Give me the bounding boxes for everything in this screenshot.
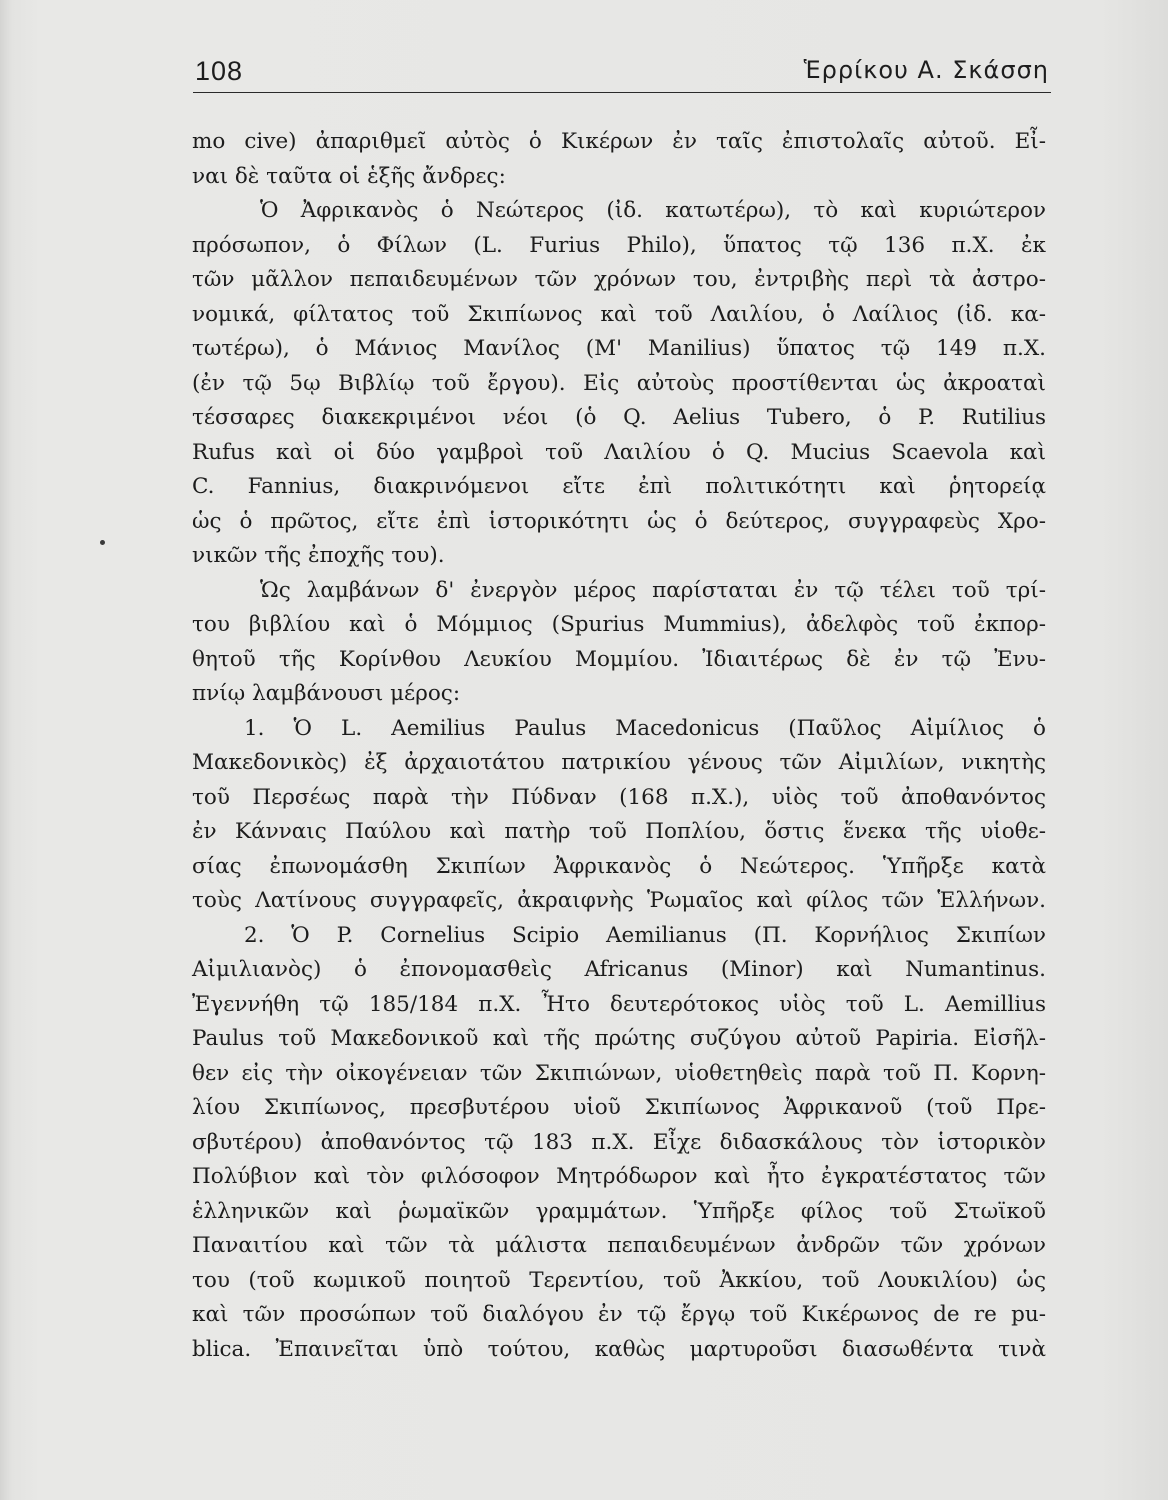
text-line: mo cive) ἀπαριθμεῖ αὐτὸς ὁ Κικέρων ἐν ταῖς ἐπιστολαῖς αὐτοῦ. Εἶ- <box>192 129 1046 154</box>
text-line: ναι δὲ ταῦτα οἱ ἑξῆς ἄνδρες: <box>192 163 506 189</box>
text-line: 1. Ὁ L. Aemilius Paulus Macedonicus (Παῦλος Αἰμίλιος ὁ <box>244 715 1046 741</box>
text-line: Παναιτίου καὶ τῶν τὰ μάλιστα πεπαιδευμένων ἀνδρῶν τῶν χρόνων <box>192 1233 1046 1258</box>
text-line: τέσσαρες διακεκριμένοι νέοι (ὁ Q. Aelius Tubero, ὁ P. Rutilius <box>192 405 1046 430</box>
text-line: Πολύβιον καὶ τὸν φιλόσοφον Μητρόδωρον καὶ ἦτο ἐγκρατέστατος τῶν <box>192 1164 1046 1189</box>
text-line: ὡς ὁ πρῶτος, εἴτε ἐπὶ ἱστορικότητι ὡς ὁ δεύτερος, συγγραφεὺς Χρο- <box>192 508 1046 534</box>
running-head: Ἑρρίκου Α. Σκάσση <box>803 56 1049 84</box>
page-body <box>192 125 1046 1367</box>
text-line: Μακεδονικὸς) ἐξ ἀρχαιοτάτου πατρικίου γένους τῶν Αἰμιλίων, νικητὴς <box>192 750 1046 775</box>
text-line: τῶν μᾶλλον πεπαιδευμένων τῶν χρόνων του, ἐντριβὴς περὶ τὰ ἀστρο- <box>192 267 1046 292</box>
text-line: ἐν Κάνναις Παύλου καὶ πατὴρ τοῦ Ποπλίου, ὅστις ἕνεκα τῆς υἱοθε- <box>192 819 1046 844</box>
text-line: blica. Ἐπαινεῖται ὑπὸ τούτου, καθὼς μαρτυροῦσι διασωθέντα τινὰ <box>192 1336 1046 1362</box>
text-line: σβυτέρου) ἀποθανόντος τῷ 183 π.Χ. Εἶχε διδασκάλους τὸν ἱστορικὸν <box>192 1129 1046 1155</box>
text-line: (ἐν τῷ 5ῳ Βιβλίῳ τοῦ ἔργου). Εἰς αὐτοὺς προστίθενται ὡς ἀκροαταὶ <box>192 370 1046 396</box>
text-line: ἑλληνικῶν καὶ ῥωμαϊκῶν γραμμάτων. Ὑπῆρξε φίλος τοῦ Στωϊκοῦ <box>192 1198 1046 1224</box>
text-line: του βιβλίου καὶ ὁ Μόμμιος (Spurius Mummius), ἀδελφὸς τοῦ ἐκπορ- <box>192 612 1046 637</box>
text-line: λίου Σκιπίωνος, πρεσβυτέρου υἱοῦ Σκιπίωνος Ἀφρικανοῦ (τοῦ Πρε- <box>192 1095 1046 1120</box>
text-line: τοῦ Περσέως παρὰ τὴν Πύδναν (168 π.Χ.), υἱὸς τοῦ ἀποθανόντος <box>192 784 1046 810</box>
text-line: Ὡς λαμβάνων δ' ἐνεργὸν μέρος παρίσταται ἐν τῷ τέλει τοῦ τρί- <box>260 577 1046 603</box>
text-line: C. Fannius, διακρινόμενοι εἴτε ἐπὶ πολιτικότητι καὶ ῥητορείᾳ <box>192 474 1046 499</box>
page-header <box>193 48 1051 93</box>
text-line: του (τοῦ κωμικοῦ ποιητοῦ Τερεντίου, τοῦ Ἀκκίου, τοῦ Λουκιλίου) ὡς <box>192 1267 1046 1293</box>
text-line: τοὺς Λατίνους συγγραφεῖς, ἀκραιφνὴς Ῥωμαῖος καὶ φίλος τῶν Ἑλλήνων. <box>192 888 1046 913</box>
text-line: Rufus καὶ οἱ δύο γαμβροὶ τοῦ Λαιλίου ὁ Q. Mucius Scaevola καὶ <box>192 439 1046 465</box>
text-line: Αἰμιλιανὸς) ὁ ἐπονομασθεὶς Africanus (Minor) καὶ Numantinus. <box>192 957 1046 982</box>
text-line: Ἐγεννήθη τῷ 185/184 π.Χ. Ἦτο δευτερότοκος υἱὸς τοῦ L. Aemillius <box>192 991 1046 1017</box>
text-line: Paulus τοῦ Μακεδονικοῦ καὶ τῆς πρώτης συζύγου αὐτοῦ Papiria. Εἰσῆλ- <box>192 1026 1046 1051</box>
text-line: σίας ἐπωνομάσθη Σκιπίων Ἀφρικανὸς ὁ Νεώτερος. Ὑπῆρξε κατὰ <box>192 853 1046 879</box>
text-line: νικῶν τῆς ἐποχῆς του). <box>192 543 445 568</box>
text-line: Ὁ Ἀφρικανὸς ὁ Νεώτερος (ἰδ. κατωτέρω), τὸ καὶ κυριώτερον <box>260 198 1046 223</box>
margin-mark <box>100 540 105 545</box>
text-line: θεν εἰς τὴν οἰκογένειαν τῶν Σκιπιώνων, υἱοθετηθεὶς παρὰ τοῦ Π. Κορνη- <box>192 1060 1046 1086</box>
page-number: 108 <box>195 56 244 86</box>
text-line: καὶ τῶν προσώπων τοῦ διαλόγου ἐν τῷ ἔργῳ τοῦ Κικέρωνος de re pu- <box>192 1302 1046 1327</box>
text-line: τωτέρω), ὁ Μάνιος Μανίλος (M' Manilius) ὕπατος τῷ 149 π.Χ. <box>192 336 1046 361</box>
text-line: νομικά, φίλτατος τοῦ Σκιπίωνος καὶ τοῦ Λαιλίου, ὁ Λαίλιος (ἰδ. κα- <box>192 301 1046 327</box>
text-line: θητοῦ τῆς Κορίνθου Λευκίου Μομμίου. Ἰδιαιτέρως δὲ ἐν τῷ Ἐνυ- <box>192 646 1046 672</box>
text-line: πνίῳ λαμβάνουσι μέρος: <box>192 681 461 706</box>
text-line: πρόσωπον, ὁ Φίλων (L. Furius Philo), ὕπατος τῷ 136 π.Χ. ἐκ <box>192 232 1046 258</box>
text-line: 2. Ὁ P. Cornelius Scipio Aemilianus (Π. Κορνήλιος Σκιπίων <box>244 922 1046 948</box>
